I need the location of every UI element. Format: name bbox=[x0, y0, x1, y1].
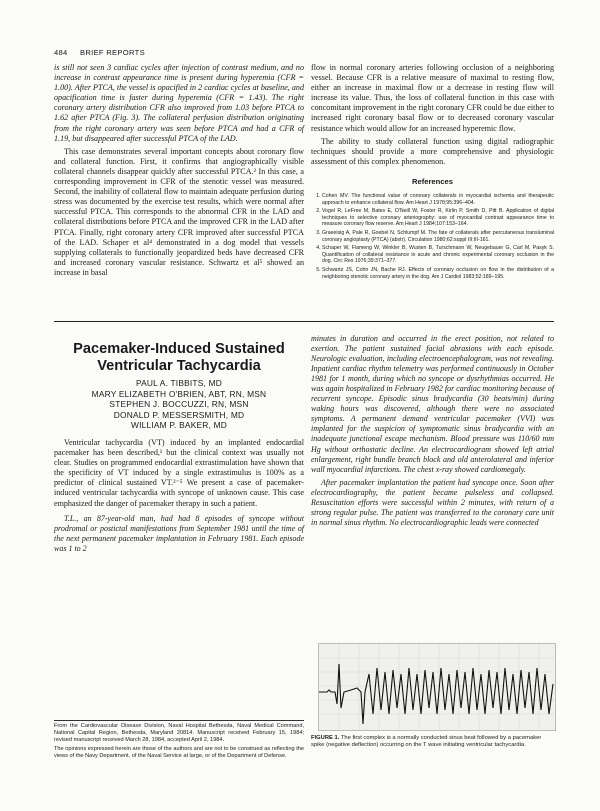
case-continuation-italic: is still not seen 3 cardiac cycles after injection of contrast medium, and no increase in contrast appearance time is present during hyperemia (CFR = 1.00). After PTCA, the vessel is opacified in 2 cardiac cycles at baseline, and opacification time is faster during hyperemia (CFR = 1.43). The right coronary artery distribution CFR also improved from 1.03 before PTCA to 1.62 after PTCA (Fig. 3). The collateral perfusion distribution originating from the right coronary artery was seen before PTCA and had a CFR of 1.19, but disappeared after successful PTCA of the LAD. bbox=[54, 63, 304, 143]
article-divider bbox=[54, 321, 554, 322]
reference-item: 3. Graeeisig A, Pale R, Goebel N, Schlumpf M. The fate of collaterals after percutaneous transluminal coronary angioplasty (PTCA) (abstr). Circulation 1980;62:suppl III:III-161. bbox=[322, 230, 554, 243]
reference-item: 1. Cohen MV. The functional value of coronary collaterals in myocardial ischemia and therapeutic approach to enhance collateral flow. Am Heart J 1978;95:396–404. bbox=[322, 193, 554, 206]
author: STEPHEN J. BOCCUZZI, RN, MSN bbox=[109, 399, 249, 410]
author: DONALD P. MESSERSMITH, MD bbox=[113, 409, 245, 420]
affiliation-note: From the Cardiovascular Disease Division, Naval Hospital Bethesda, Naval Medical Command, National Capital Region, Bethesda, Maryland 20814. Manuscript received February 15, 1984; revised manuscript received March 28, 1984, accepted April 2, 1984. bbox=[54, 723, 304, 743]
top-right-column bbox=[311, 63, 554, 282]
reference-item: 4. Schaper W, Flameng W, Winkler B, Wusten B, Turschmann W, Neugebauer G, Carl M, Pasyk S. Quantification of collateral resistance in acute and chronic experimental coronary occlusion in the dog. Circ Res 1976;39:371–377. bbox=[322, 245, 554, 265]
conclusion-paragraph: The ability to study collateral function using digital radiographic techniques should provide a more comprehensive and physiologic assessment of this complex phenomenon. bbox=[311, 136, 554, 166]
figure-label: FIGURE 1. bbox=[311, 735, 340, 741]
figure-caption-text: The first complex is a normally conducted sinus beat followed by a pacemaker spike (negative deflection) occurring on the T wave initiating ventricular tachycardia. bbox=[311, 735, 542, 749]
ecg-figure bbox=[318, 643, 556, 731]
section-label: BRIEF REPORTS bbox=[80, 48, 145, 57]
discussion-paragraph: This case demonstrates several important concepts about coronary flow and collateral function. First, it confirms that angiographically visible collateral channels disappear quickly after successful PTCA.² In this case, a corresponding improvement in CFR of the stenotic vessel was measured. Second, the inability of collateral flow to maintain adequate perfusion during stress was documented by the exercise test results, which were normal after successful PTCA. This corresponds to the abnormal CFR in the LAD and collateral distributions before PTCA and the improved CFR in the LAD after PTCA. Finally, right coronary artery CFR improved after successful PTCA of the LAD. Schaper et al⁴ demonstrated in a dog model that vessels supplying collaterals to functionally jeopardized beds have decreased CFR and increased coronary vascular resistance. Schwartz et al⁵ showed an increase in basal bbox=[54, 146, 304, 277]
author: MARY ELIZABETH O'BRIEN, ABT, RN, MSN bbox=[91, 388, 267, 399]
footnote bbox=[54, 723, 304, 762]
page-number: 484 bbox=[54, 48, 68, 57]
footnote-rule bbox=[54, 720, 304, 721]
reference-item: 5. Schwartz JS, Cohn JN, Bache RJ. Effects of coronary occlusion on flow in the distribution of a neighboring stenotic coronary artery in the dog. Am J Cardiol 1983;52:189–195. bbox=[322, 267, 554, 280]
discussion-continuation: flow in normal coronary arteries following occlusion of a neighboring vessel. Because CFR is a relative measure of maximal to resting flow, either an increase in maximal flow or a decrease in resting flow will increase its value. Thus, the loss of collateral function in this case with concomitant improvement in the right coronary CFR could be due either to increased right coronary basal flow or to decreased coronary vascular resistance which would allow for an increased hyperemic flow. bbox=[311, 63, 554, 133]
author: WILLIAM P. BAKER, MD bbox=[131, 420, 227, 431]
ecg-tracing-icon bbox=[319, 644, 555, 730]
running-header bbox=[54, 48, 145, 57]
case-report-continuation: minutes in duration and occurred in the erect position, not related to exertion. The patient sustained facial abrasions with each episode. Neurologic evaluation, including electroencephalogram, was not revealing. Inpatient cardiac rhythm telemetry was performed continuously in October 1981 for 1 month, during which no syncope or dysrhythmias occurred. He was again hospitalized in February 1982 for cardiac monitoring because of recurrent syncope. Episodic sinus bradycardia (30 beats/min) during waking hours was discovered, although there were no associated symptoms. A permanent demand ventricular pacemaker (VVI) was implanted for the suspicion of symptomatic sinus bradycardia with an inadequate junctional escape mechanism. Blood pressure was 110/60 mm Hg without orthostatic decline. An electrocardiogram showed left atrial enlargement, right bundle branch block and old anterolateral and inferior wall myocardial infarctions. The chest x-ray showed cardiomegaly. bbox=[311, 334, 554, 474]
article-left-column bbox=[54, 438, 304, 559]
author: PAUL A. TIBBITS, MD bbox=[135, 378, 223, 388]
case-report-paragraph: After pacemaker implantation the patient had syncope once. Soon after electrocardiography, the patient became pulseless and collapsed. Resuscitation efforts were successful within 2 minutes, with return of a strong regular pulse. The patient was transferred to the coronary care unit in normal sinus rhythm. No electrocardiographic leads were connected bbox=[311, 477, 554, 527]
article-intro: Ventricular tachycardia (VT) induced by an implanted endocardial pacemaker has been described,¹ but the clinical context was usually not clear. Studies on programmed endocardial extrastimulation have shown that the specificity of VT induced by a single extrastimulus is 100% as a predictor of clinical sustained VT.²⁻⁵ We present a case of pacemaker-induced ventricular tachycardia with syncope of unknown cause. This case emphasized the danger of pacemaker therapy in such a patient. bbox=[54, 438, 304, 508]
article-right-column bbox=[311, 334, 554, 531]
top-left-column bbox=[54, 63, 304, 281]
article-title: Pacemaker-Induced Sustained Ventricular Tachycardia bbox=[73, 341, 285, 374]
figure-caption bbox=[311, 735, 554, 749]
reference-list bbox=[311, 193, 554, 280]
references-heading: References bbox=[412, 176, 453, 186]
case-report-italic: T.L., an 87-year-old man, had had 8 episodes of syncope without prodromal or postictal manifestations from September 1981 until the time of the next permanent pacemaker implantation in February 1981. Each episode was 1 to 2 bbox=[54, 513, 304, 553]
reference-item: 2. Vogel R, LeFree M, Bates E, O'Neill W, Foster R, Kirlin P, Smith D, Pitt B. Application of digital techniques to selective coronary arteriography: use of myocardial contrast appearance time to measure coronary flow reserve. Am Heart J 1984;107:153–164. bbox=[322, 208, 554, 228]
author-list bbox=[54, 378, 304, 431]
disclaimer-note: The opinions expressed herein are those of the authors and are not to be construed as reflecting the views of the Navy Department, of the Naval Service at large, or of the Department of Defense. bbox=[54, 745, 304, 759]
